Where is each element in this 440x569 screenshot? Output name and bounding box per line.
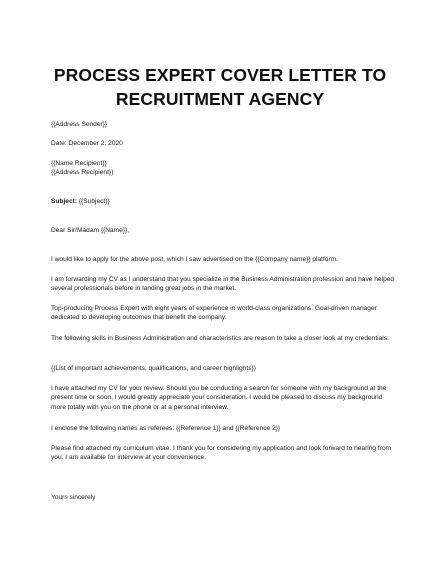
subject-label: Subject: [51, 198, 78, 205]
letter-title-line-1: PROCESS EXPERT COVER LETTER TO [53, 65, 387, 85]
subject-line [51, 197, 110, 206]
paragraph-achievements: {{List of important achievements, qualifications, and career highlights}} [51, 365, 256, 372]
closing-signoff: Yours sincerely [51, 494, 96, 501]
paragraph-summary: Top-producing Process Expert with eight years of experience in world-class organizations. Goal-driven manager dedicated to developing outcomes that benefit the company. [51, 305, 377, 322]
paragraph-closing: Please find attached my curriculum vitae. I thank you for considering my application and look forward to hearing from you. I am available for interview at your convenience. [51, 445, 392, 462]
sender-address: {{Address Sender}} [51, 121, 108, 128]
paragraph-intro: I would like to apply for the above post, which I saw advertised on the {{Company name}} platform. [51, 256, 338, 263]
letter-title-line-2: RECRUITMENT AGENCY [115, 89, 325, 109]
letter-date: Date: December 2, 2020 [51, 140, 123, 147]
paragraph-cv-review: I have attached my CV for your review. Should you be conducting a search for someone with my background at the present time or soon, I would greatly appreciate your consideration. I would be pleased to discuss my background more totally with you on the phone or at a personal interview. [51, 385, 387, 411]
paragraph-references: I enclose the following names as referees: {{Reference 1}} and {{Reference 2}} [51, 425, 281, 432]
recipient-address: {{Address Recipient}} [51, 169, 114, 176]
subject-value: {{Subject}} [77, 198, 110, 205]
paragraph-skills: The following skills in Business Administration and characteristics are reason to take a closer look at my credentials: [51, 335, 389, 342]
salutation: Dear Sir/Madam {{Name}}, [51, 227, 130, 234]
recipient-name: {{Name Recipient}} [51, 160, 107, 167]
paragraph-cv-forwarding: I am forwarding my CV as I understand that you specialize in the Business Administration profession and have helped several professionals before in landing great jobs in the market. [51, 276, 395, 293]
